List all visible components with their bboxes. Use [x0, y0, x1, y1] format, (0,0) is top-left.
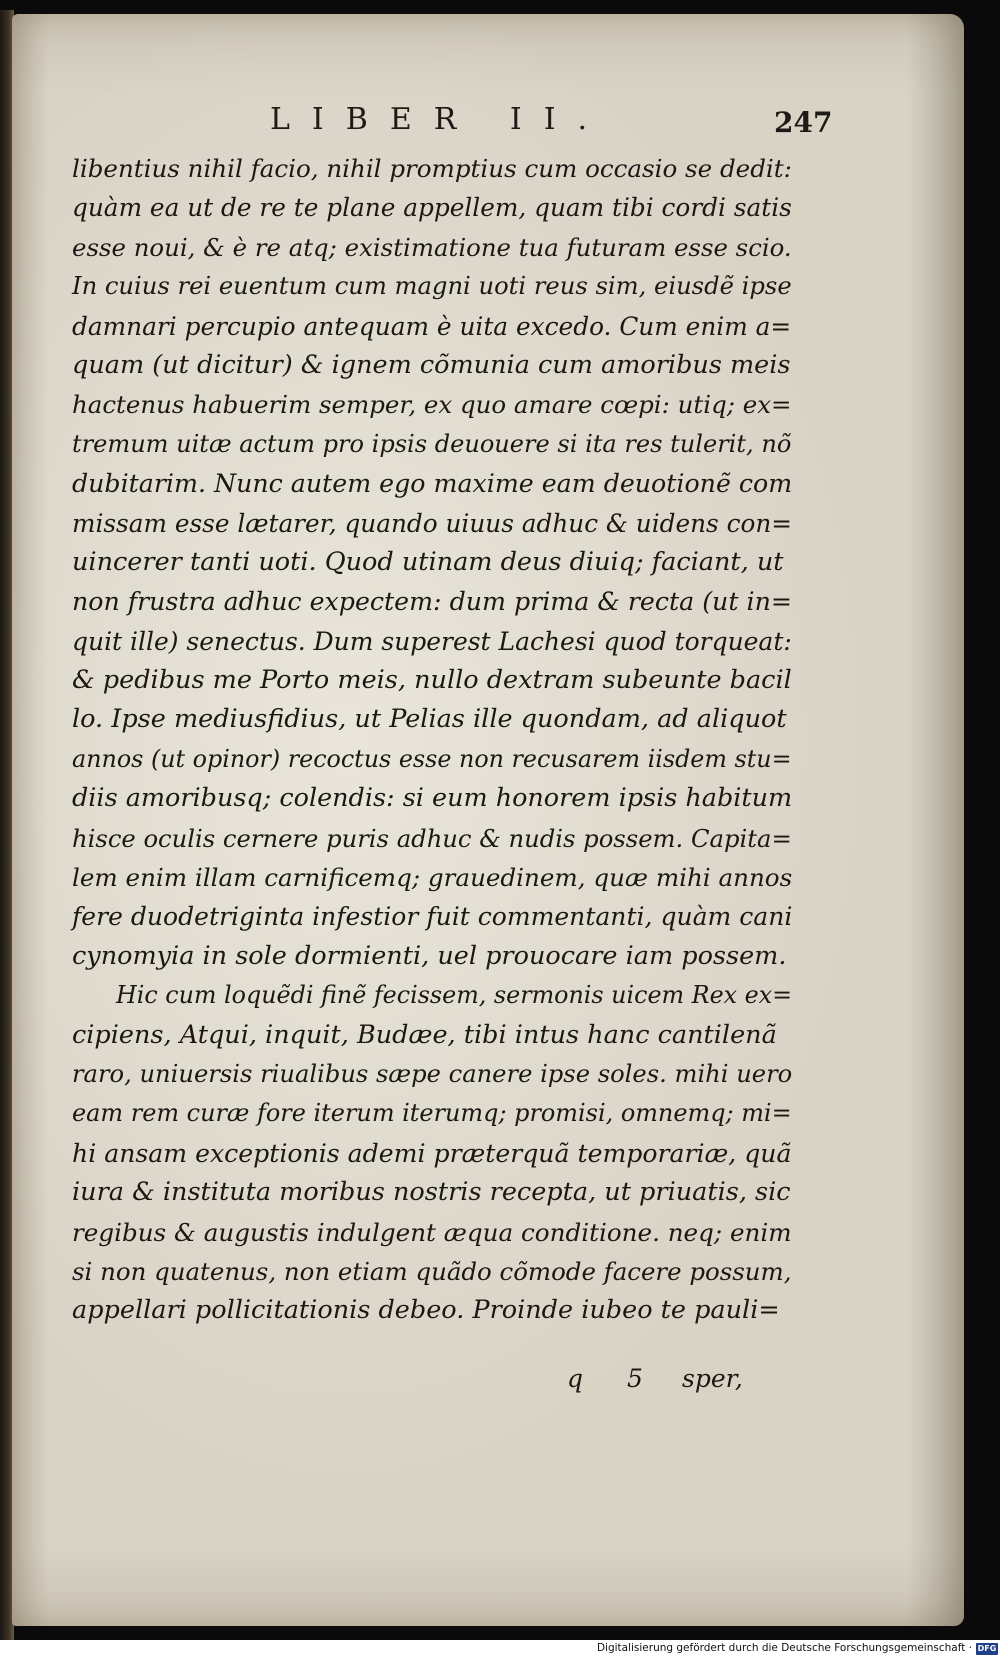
text-line: Hic cum loquẽdi finẽ fecissem, sermonis uicem Rex ex=	[116, 981, 793, 1010]
text-line: annos (ut opinor) recoctus esse non recusarem iisdem stu=	[72, 744, 792, 773]
text-line: quit ille) senectus. Dum superest Lachesi quod torqueat:	[72, 626, 792, 656]
text-line: In cuius rei euentum cum magni uoti reus sim, eiusdẽ ipse	[72, 272, 792, 301]
text-line: hi ansam exceptionis ademi præterquã temporariæ, quã	[72, 1138, 792, 1168]
text-line: iura & instituta moribus nostris recepta, ut priuatis, sic	[72, 1177, 791, 1208]
funding-credit: Digitalisierung gefördert durch die Deutsche Forschungsgemeinschaft ·	[596, 1642, 972, 1654]
text-line: damnari percupio antequam è uita excedo. Cum enim a=	[72, 311, 792, 341]
text-line: non frustra adhuc expectem: dum prima & recta (ut in=	[72, 587, 792, 617]
text-line: quam (ut dicitur) & ignem cõmunia cum amoribus meis	[72, 349, 791, 380]
running-head: LIBER II.	[270, 102, 610, 137]
text-line: & pedibus me Porto meis, nullo dextram subeunte bacil	[72, 665, 792, 696]
text-line: hactenus habuerim semper, ex quo amare cœpi: utiq; ex=	[72, 390, 792, 420]
text-line: dubitarim. Nunc autem ego maxime eam deuotionẽ com	[72, 469, 793, 499]
text-line: quàm ea ut de re te plane appellem, quam tibi cordi satis	[72, 193, 792, 223]
text-line: fere duodetriginta infestior fuit commentanti, quàm cani	[72, 902, 793, 932]
footer-bar	[0, 1640, 1000, 1660]
text-line: si non quatenus, non etiam quãdo cõmode facere possum,	[72, 1256, 792, 1286]
text-line: cipiens, Atqui, inquit, Budæe, tibi intus hanc cantilenã	[72, 1019, 777, 1050]
text-line: uincerer tanti uoti. Quod utinam deus diuiq; faciant, ut	[72, 546, 784, 577]
text-line: esse noui, & è re atq; existimatione tua futuram esse scio.	[72, 232, 792, 262]
signature-mark: q 5	[567, 1364, 661, 1393]
dfg-logo-icon: DFG	[977, 1644, 997, 1653]
page-number: 247	[774, 106, 833, 139]
text-line: eam rem curæ fore iterum iterumq; promisi, omnemq; mi=	[72, 1099, 792, 1128]
text-line: missam esse lætarer, quando uiuus adhuc & uidens con=	[72, 508, 792, 538]
text-line: diis amoribusq; colendis: si eum honorem ipsis habitum	[72, 783, 793, 814]
text-line: tremum uitæ actum pro ipsis deuouere si ita res tulerit, nõ	[72, 429, 792, 458]
text-line: cynomyia in sole dormienti, uel prouocare iam possem.	[72, 940, 787, 971]
catchword: sper,	[682, 1364, 743, 1393]
text-line: lo. Ipse mediusfidius, ut Pelias ille quondam, ad aliquot	[72, 704, 787, 735]
text-line: lem enim illam carnificemq; grauedinem, quæ mihi annos	[72, 863, 793, 893]
text-line: libentius nihil facio, nihil promptius cum occasio se dedit:	[72, 154, 792, 183]
page-header	[12, 102, 964, 142]
catchwords	[567, 1364, 817, 1404]
text-line: raro, uniuersis riualibus sæpe canere ipse soles. mihi uero	[72, 1059, 793, 1088]
text-line: regibus & augustis indulgent æqua conditione. neq; enim	[72, 1217, 792, 1247]
text-line: hisce oculis cernere puris adhuc & nudis possem. Capita=	[72, 823, 792, 853]
book-page	[12, 14, 964, 1626]
body-text	[72, 149, 792, 1331]
text-line: appellari pollicitationis debeo. Proinde iubeo te pauli=	[72, 1295, 780, 1326]
